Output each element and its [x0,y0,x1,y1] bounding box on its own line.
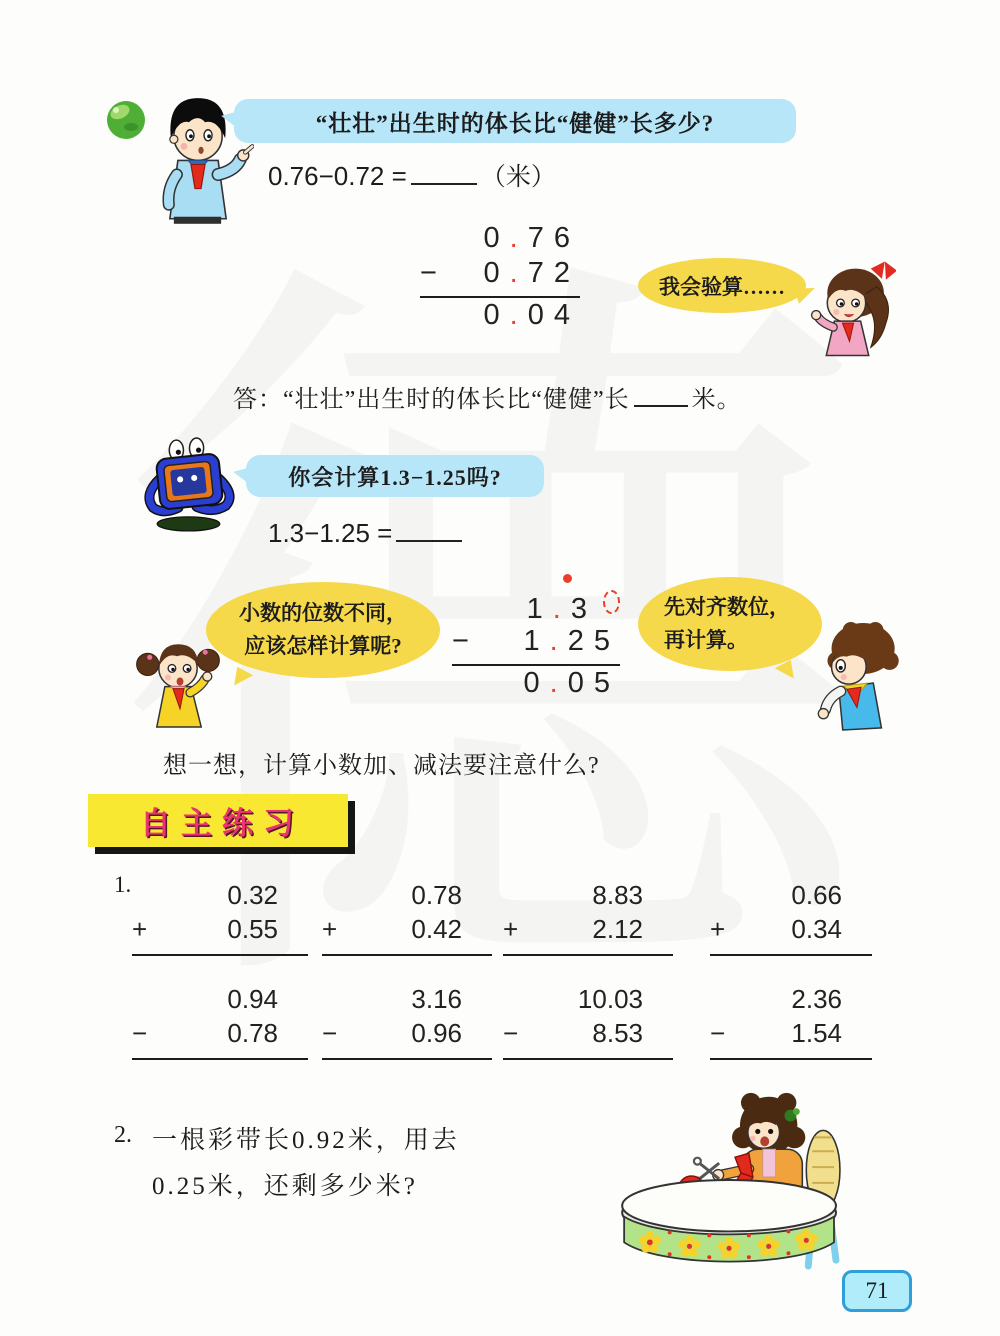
tv-mascot-illustration [138,436,244,532]
added-zero [603,590,620,614]
bubble-tail [220,109,238,127]
calc-rule [132,954,308,956]
think-prompt: 想一想，计算小数加、减法要注意什么? [163,753,600,779]
answer-sentence [233,379,742,414]
girl-ponytail-illustration [800,256,896,358]
hint-bubble-right [638,577,822,671]
practice-calc: 0.78 + 0.42 [322,880,492,956]
boy-curly-illustration [812,620,902,732]
calc-row-minuend: 1.3 [452,590,620,625]
page-number: 71 [842,1270,912,1312]
check-bubble [638,258,806,313]
practice-calc: 0.32 + 0.55 [132,880,308,956]
item2-line2: 0.25米，还剩多少米? [152,1173,418,1200]
calc-rule [710,1058,872,1060]
calc-row-minuend: 0.76 [483,222,580,254]
answer-suffix: 米。 [691,387,742,413]
item2-line1: 一根彩带长0.92米，用去 [152,1127,460,1154]
girl-pigtails-illustration [132,624,224,730]
hint-right-line2: 再计算。 [664,628,748,652]
calc-rule [503,1058,673,1060]
equation-1 [268,157,556,193]
vertical-calc-2 [452,574,620,702]
equation-1-text: 0.76−0.72 = [268,161,407,191]
practice-calc: 0.94 − 0.78 [132,984,308,1060]
vertical-calc-1 [420,222,580,334]
question-bubble-1-text: “壮壮”出生时的体长比“健健”长多少? [315,110,715,136]
hint-bubble-left [206,582,440,678]
calc-rule [452,664,620,666]
ribbon-cutting-illustration [592,1076,880,1274]
bubble-tail [229,667,253,691]
answer-blank [411,161,477,185]
borrow-dot-icon [563,574,572,583]
practice-calc: 2.36 − 1.54 [710,984,872,1060]
bubble-tail [232,465,250,483]
calc-rule [503,954,673,956]
question-bubble-2 [246,455,544,497]
calc-row-subtrahend: − 1.25 [452,625,620,657]
hint-left-line1: 小数的位数不同， [239,601,407,626]
calc-rule [322,954,492,956]
question-bubble-1 [234,99,796,143]
answer-prefix: 答：“壮壮”出生时的体长比“健健”长 [233,387,630,413]
equation-2 [268,518,466,549]
check-bubble-text: 我会验算…… [659,274,785,299]
item2-label: 2. [114,1122,132,1148]
answer-blank [634,385,688,407]
practice-banner-text: 自主练习 [140,806,304,841]
calc-rule [420,296,580,298]
hint-right-line1: 先对齐数位， [664,595,790,620]
practice-calc: 10.03 − 8.53 [503,984,673,1060]
equation-2-text: 1.3−1.25 = [268,518,393,549]
calc-row-result: 0.05 [523,667,620,699]
bubble-tail [775,660,799,684]
calc-rule [132,1058,308,1060]
practice-calc: 3.16 − 0.96 [322,984,492,1060]
equation-1-unit: （米） [480,164,556,191]
hint-left-line2: 应该怎样计算呢? [244,634,402,658]
calc-row-subtrahend: − 0.72 [420,257,580,289]
practice-banner [88,794,348,847]
calc-row-result: 0.04 [483,299,580,331]
practice-calc: 0.66 + 0.34 [710,880,872,956]
practice-calc: 8.83 + 2.12 [503,880,673,956]
question-bubble-2-text: 你会计算1.3−1.25吗? [288,464,502,490]
calc-rule [710,954,872,956]
answer-blank [396,518,462,542]
calc-rule [322,1058,492,1060]
item1-label: 1. [114,872,132,897]
